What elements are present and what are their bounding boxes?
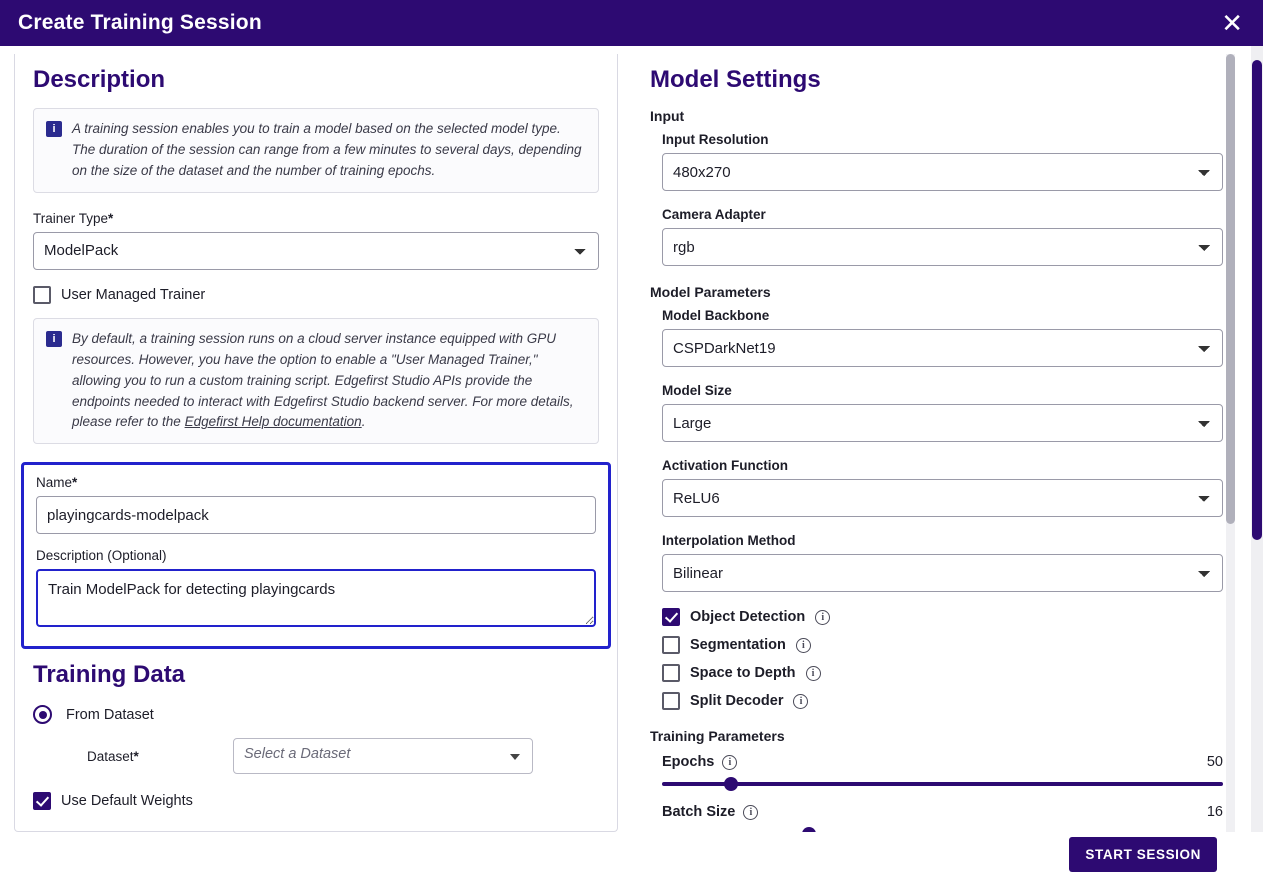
model-settings-panel xyxy=(636,54,1237,832)
interpolation-method-select[interactable] xyxy=(662,554,1223,592)
close-icon[interactable]: ✕ xyxy=(1221,8,1243,38)
dialog-footer xyxy=(0,832,1263,876)
use-default-weights-checkbox[interactable] xyxy=(33,792,51,810)
user-managed-trainer-info-text xyxy=(72,329,586,434)
batch-size-label: Batch Size xyxy=(662,804,736,820)
epochs-slider-thumb[interactable] xyxy=(724,777,738,791)
use-default-weights-label: Use Default Weights xyxy=(61,793,193,810)
info-icon[interactable]: i xyxy=(722,755,737,770)
info-icon[interactable]: i xyxy=(806,666,821,681)
interpolation-method-label: Interpolation Method xyxy=(662,533,796,548)
camera-adapter-field xyxy=(662,207,1223,266)
dataset-select[interactable] xyxy=(233,738,533,774)
dialog-scrollbar[interactable] xyxy=(1251,46,1263,832)
segmentation-label: Segmentation xyxy=(690,637,786,653)
epochs-label: Epochs xyxy=(662,754,715,770)
input-resolution-select[interactable] xyxy=(662,153,1223,191)
model-backbone-label: Model Backbone xyxy=(662,308,770,323)
model-parameters-fields xyxy=(650,308,1223,710)
info-icon[interactable]: i xyxy=(796,638,811,653)
info-icon[interactable]: i xyxy=(793,694,808,709)
trainer-type-label: Trainer Type* xyxy=(33,210,114,226)
user-managed-trainer-checkbox-row[interactable] xyxy=(33,286,599,304)
description-textarea[interactable] xyxy=(36,569,596,627)
name-input[interactable] xyxy=(36,496,596,534)
epochs-slider[interactable] xyxy=(662,774,1223,794)
training-parameters-fields xyxy=(650,754,1223,832)
model-settings-heading: Model Settings xyxy=(650,66,821,93)
model-parameters-group-label: Model Parameters xyxy=(650,284,771,300)
info-text-part2: . xyxy=(361,414,366,430)
split-decoder-row[interactable] xyxy=(662,692,1223,710)
input-group-label: Input xyxy=(650,108,685,124)
camera-adapter-select[interactable] xyxy=(662,228,1223,266)
description-info-callout xyxy=(33,108,599,193)
space-to-depth-checkbox[interactable] xyxy=(662,664,680,682)
model-settings-scrollbar[interactable] xyxy=(1226,54,1235,832)
training-parameters-group-label: Training Parameters xyxy=(650,728,785,744)
epochs-value: 50 xyxy=(1206,754,1223,770)
input-resolution-label: Input Resolution xyxy=(662,132,769,147)
model-size-field xyxy=(662,383,1223,442)
description-panel xyxy=(14,54,618,832)
name-field xyxy=(36,475,596,534)
user-managed-trainer-label: User Managed Trainer xyxy=(61,286,206,303)
batch-size-header xyxy=(662,804,1223,820)
model-backbone-field xyxy=(662,308,1223,367)
user-managed-trainer-checkbox[interactable] xyxy=(33,286,51,304)
split-decoder-label: Split Decoder xyxy=(690,693,784,709)
trainer-type-field xyxy=(33,211,599,270)
model-backbone-select[interactable] xyxy=(662,329,1223,367)
info-icon: i xyxy=(46,121,62,137)
activation-function-label: Activation Function xyxy=(662,458,788,473)
chevron-down-icon xyxy=(510,754,520,760)
name-label: Name* xyxy=(36,475,78,491)
object-detection-row[interactable] xyxy=(662,608,1223,626)
input-group-fields xyxy=(650,132,1223,266)
dataset-select-placeholder: Select a Dataset xyxy=(244,746,351,763)
batch-size-slider[interactable] xyxy=(662,824,1223,832)
segmentation-row[interactable] xyxy=(662,636,1223,654)
name-description-highlight-group xyxy=(21,462,611,649)
description-info-text: A training session enables you to train a model based on the selected model type. The duration of the session can range from a few minutes to several days, depending on the size of the dataset and the number of training epochs. xyxy=(72,121,582,178)
object-detection-label: Object Detection xyxy=(690,609,806,625)
dialog-titlebar xyxy=(0,0,1263,46)
info-icon: i xyxy=(46,331,62,347)
interpolation-method-field xyxy=(662,533,1223,592)
use-default-weights-row[interactable] xyxy=(33,792,599,810)
camera-adapter-label: Camera Adapter xyxy=(662,207,766,222)
training-data-heading: Training Data xyxy=(33,661,186,689)
info-text-part1: By default, a training session runs on a cloud server instance equipped with GPU resources. However, you have the option to enable a "User Managed Trainer," allowing you to run a custom training script. Edgefirst Studio APIs provide the endpoints needed to interact with Edgefirst Studio backend server. For more details, please refer to the xyxy=(72,330,574,430)
space-to-depth-label: Space to Depth xyxy=(690,665,796,681)
segmentation-checkbox[interactable] xyxy=(662,636,680,654)
model-size-select[interactable] xyxy=(662,404,1223,442)
object-detection-checkbox[interactable] xyxy=(662,608,680,626)
dataset-label: Dataset* xyxy=(87,748,139,764)
space-to-depth-row[interactable] xyxy=(662,664,1223,682)
from-dataset-label: From Dataset xyxy=(66,706,154,723)
split-decoder-checkbox[interactable] xyxy=(662,692,680,710)
edgefirst-help-link[interactable]: Edgefirst Help documentation xyxy=(184,414,362,430)
dialog-scrollbar-thumb[interactable] xyxy=(1252,60,1262,540)
user-managed-trainer-info-callout xyxy=(33,318,599,445)
epochs-header xyxy=(662,754,1223,770)
info-icon[interactable]: i xyxy=(815,610,830,625)
model-settings-scrollbar-thumb[interactable] xyxy=(1226,54,1235,524)
description-field xyxy=(36,548,596,632)
from-dataset-radio[interactable] xyxy=(33,705,52,724)
start-session-button[interactable]: START SESSION xyxy=(1069,837,1217,872)
activation-function-field xyxy=(662,458,1223,517)
activation-function-select[interactable] xyxy=(662,479,1223,517)
model-size-label: Model Size xyxy=(662,383,732,398)
info-icon[interactable]: i xyxy=(743,805,758,820)
input-resolution-field xyxy=(662,132,1223,191)
trainer-type-select[interactable] xyxy=(33,232,599,270)
epochs-slider-track xyxy=(662,782,1223,786)
dataset-row xyxy=(33,738,599,774)
description-optional-label: Description (Optional) xyxy=(36,548,167,564)
batch-size-value: 16 xyxy=(1206,804,1223,820)
dialog-title: Create Training Session xyxy=(18,11,262,34)
from-dataset-radio-row[interactable] xyxy=(33,705,599,724)
description-heading: Description xyxy=(33,66,166,93)
dialog-body xyxy=(0,46,1263,832)
